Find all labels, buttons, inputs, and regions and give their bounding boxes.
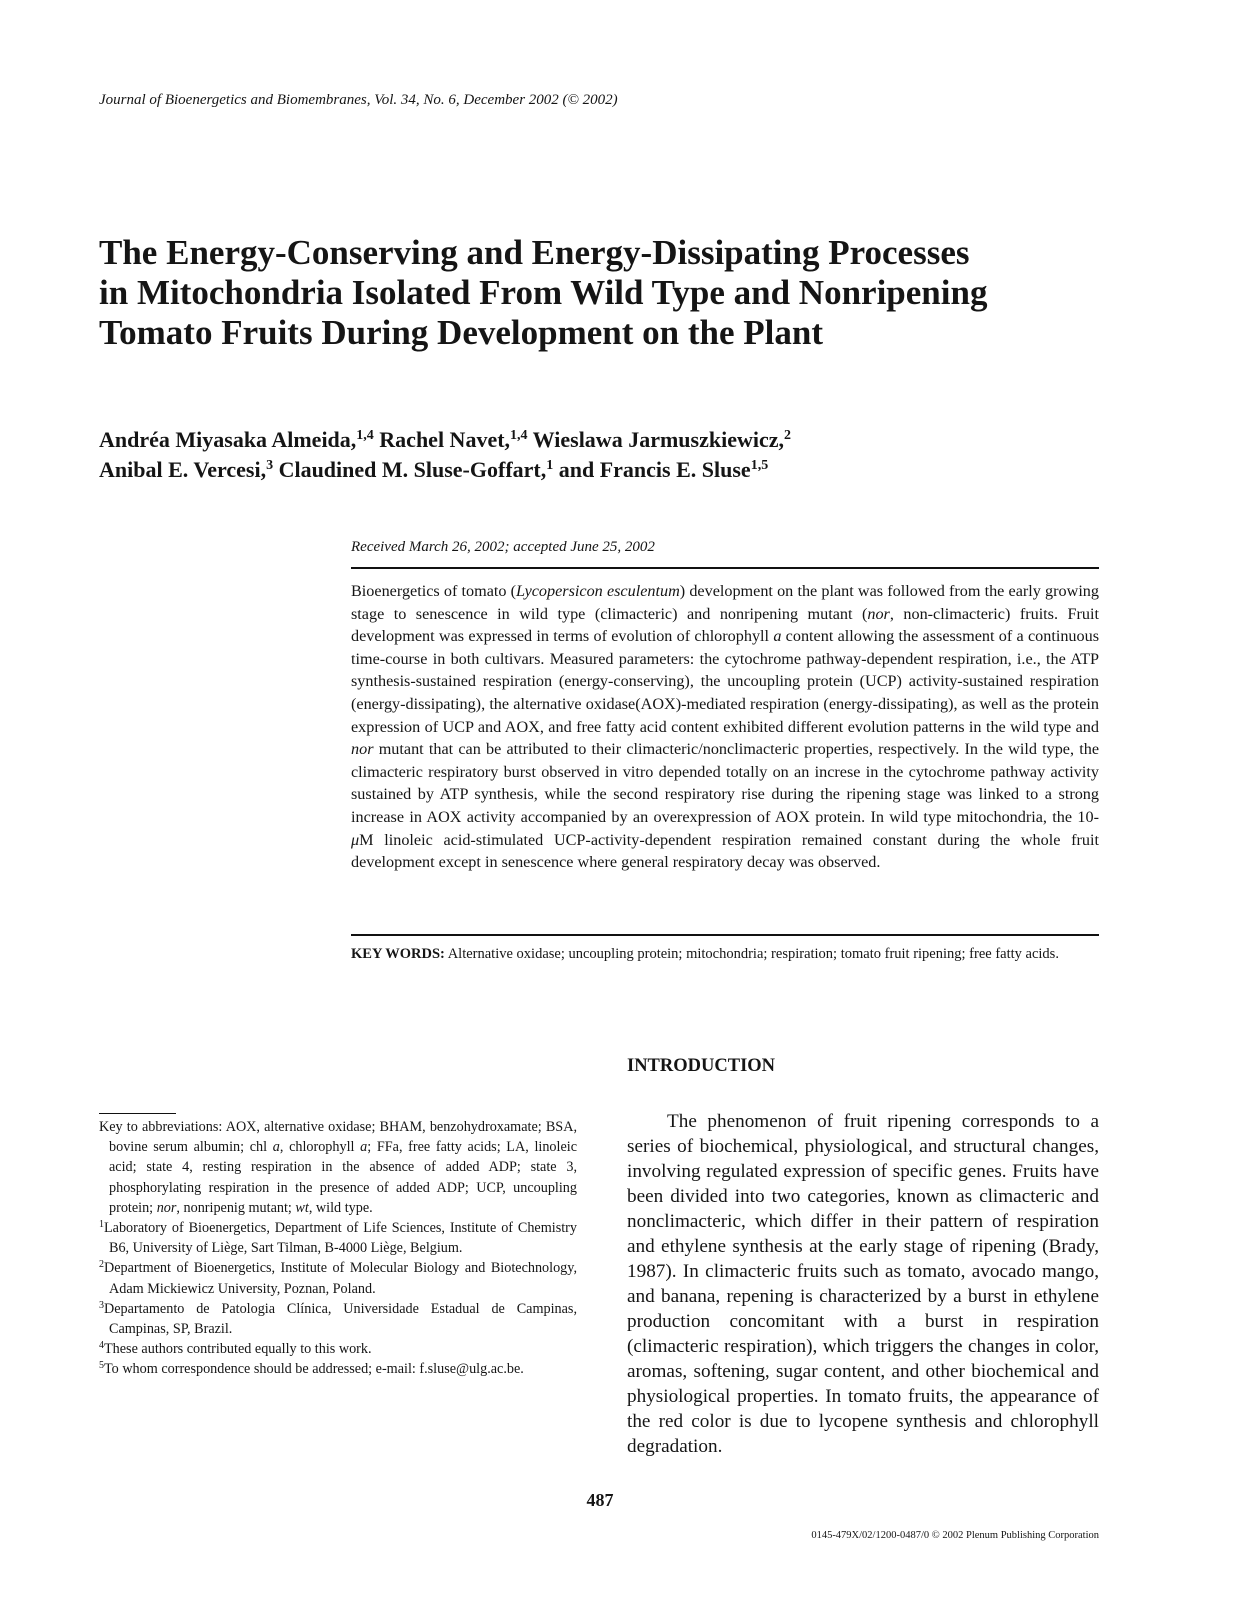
footnote-italic: wt <box>295 1199 309 1216</box>
footnote-rule <box>99 1113 176 1114</box>
footnote-correspondence <box>99 1359 577 1379</box>
affiliation-mark: 1 <box>546 458 554 473</box>
author-line <box>99 425 1099 455</box>
abstract-top-rule <box>351 567 1099 569</box>
mutant-name: nor <box>867 604 890 623</box>
footnote-mark: 2 <box>99 1259 104 1271</box>
abstract-text: Bioenergetics of tomato ( <box>351 582 517 600</box>
abstract-bottom-rule <box>351 934 1099 936</box>
author-line <box>99 455 1099 485</box>
section-heading-introduction: INTRODUCTION <box>627 1056 776 1076</box>
chlorophyll-a: a <box>773 627 782 646</box>
author-name: and Francis E. Sluse <box>553 457 751 482</box>
abstract-text: content allowing the assessment of a continuous time-course in both cultivars. Measured parameters: the cytochrome pathway-dependent respiration, i.e., the ATP synthesis-sustained respiration (energy-conserving), the uncoupling protein (UCP) activity-sustained respiration (energy-dissipating), the alternative oxidase(AOX)-mediated respiration (energy-dissipating), as well as the protein expression of UCP and AOX, and free fatty acid content exhibited different evolution patterns in the wild type and <box>351 627 1099 736</box>
footnote-affiliation <box>99 1258 577 1298</box>
footnote-mark: 4 <box>99 1340 104 1352</box>
author-list <box>99 425 1099 485</box>
author-name: Anibal E. Vercesi, <box>99 457 267 482</box>
abstract-text: M linoleic acid-stimulated UCP-activity-dependent respiration remained constant during the whole fruit development except in senescence where general respiratory decay was observed. <box>351 830 1099 872</box>
footnote-text: , nonripenig mutant; <box>176 1199 296 1216</box>
mutant-name: nor <box>351 740 374 759</box>
introduction-paragraph: The phenomenon of fruit ripening corresponds to a series of biochemical, physiological, and structural changes, involving regulated expression of specific genes. Fruits have been divided into two categories, known as climacteric and nonclimacteric, which differ in their pattern of respiration and ethylene synthesis at the early stage of ripening (Brady, 1987). In climacteric fruits such as tomato, avocado mango, and banana, repening is characterized by a burst in ethylene production concomitant with a burst in respiration (climacteric respiration), which triggers the changes in color, aromas, softening, sugar content, and other biochemical and physiological properties. In tomato fruits, the appearance of the red color is due to lycopene synthesis and chlorophyll degradation. <box>627 1111 1099 1457</box>
footnote-text: , wild type. <box>308 1199 373 1216</box>
author-name: Andréa Miyasaka Almeida, <box>99 427 357 452</box>
abstract <box>351 580 1099 874</box>
mu-symbol: μ <box>351 830 360 849</box>
keywords-label: KEY WORDS: <box>351 946 445 962</box>
footnote-abbreviations <box>99 1117 577 1218</box>
title-line: in Mitochondria Isolated From Wild Type and Nonripening <box>99 273 988 312</box>
paper-title <box>99 233 1099 353</box>
footnote-italic: nor <box>156 1199 177 1216</box>
title-line: The Energy-Conserving and Energy-Dissipating Processes <box>99 233 970 272</box>
author-name: Claudined M. Sluse-Goffart, <box>273 457 547 482</box>
abstract-text: , non-climacteric) fruits. Fruit development was expressed in terms of evolution of chlorophyll <box>351 604 1099 646</box>
author-name: Rachel Navet, <box>373 427 511 452</box>
footnote-equal-contribution <box>99 1339 577 1359</box>
affiliation-mark: 1,5 <box>750 458 769 473</box>
footnote-text: , chlorophyll <box>279 1139 361 1156</box>
footnote-mark: 3 <box>99 1299 104 1311</box>
species-name: Lycopersicon esculentum <box>516 582 680 600</box>
affiliation-mark: 2 <box>783 428 791 443</box>
footnote-affiliation <box>99 1299 577 1339</box>
footnote-mark: 1 <box>99 1219 104 1231</box>
abstract-text: mutant that can be attributed to their climacteric/nonclimacteric properties, respectively. In the wild type, the climacteric respiratory burst observed in vitro depended totally on an increse in the cytochrome pathway activity sustained by ATP synthesis, while the second respiratory rise during the ripening stage was linked to a strong increase in AOX activity accompanied by an overexpression of AOX protein. In wild type mitochondria, the 10- <box>351 740 1099 826</box>
footnote-text: Key to abbreviations: AOX, alternative oxidase; BHAM, benzohydroxamate; BSA, bovine serum albumin; chl <box>99 1119 577 1156</box>
footnote-mark: 5 <box>99 1360 104 1372</box>
footnote-text: To whom correspondence should be addressed; e-mail: f.sluse@ulg.ac.be. <box>104 1361 524 1378</box>
footnote-text: ; FFa, free fatty acids; LA, linoleic acid; state 4, resting respiration in the absence of added ADP; state 3, phosphorylating respiration in the presence of added ADP; UCP, uncoupling protein; <box>109 1139 577 1216</box>
copyright-line: 0145-479X/02/1200-0487/0 © 2002 Plenum Publishing Corporation <box>811 1530 1099 1541</box>
footnote-affiliation <box>99 1218 577 1258</box>
footnote-italic: a <box>272 1139 280 1156</box>
keywords <box>351 944 1099 964</box>
author-name: Wieslawa Jarmuszkiewicz, <box>527 427 784 452</box>
keywords-text: Alternative oxidase; uncoupling protein; mitochondria; respiration; tomato fruit ripening; free fatty acids. <box>444 946 1059 962</box>
footnote-text: Departamento de Patologia Clínica, Universidade Estadual de Campinas, Campinas, SP, Brazil. <box>104 1300 577 1338</box>
footnote-text: Laboratory of Bioenergetics, Department of Life Sciences, Institute of Chemistry B6, University of Liège, Sart Tilman, B-4000 Liège, Belgium. <box>104 1220 577 1257</box>
footnotes <box>99 1117 577 1380</box>
affiliation-mark: 3 <box>266 458 274 473</box>
affiliation-mark: 1,4 <box>356 428 374 443</box>
page-number: 487 <box>586 1490 614 1510</box>
journal-citation: Journal of Bioenergetics and Biomembranes, Vol. 34, No. 6, December 2002 (© 2002) <box>99 92 618 108</box>
footnote-text: Department of Bioenergetics, Institute of Molecular Biology and Biotechnology, Adam Mickiewicz University, Poznan, Poland. <box>104 1260 577 1297</box>
affiliation-mark: 1,4 <box>510 428 528 443</box>
footnote-text: These authors contributed equally to this work. <box>104 1341 372 1358</box>
received-dates: Received March 26, 2002; accepted June 25, 2002 <box>351 539 655 555</box>
abstract-text: ) development on the plant was followed from the early growing stage to senescence in wild type (climacteric) and nonripening mutant ( <box>351 582 1099 623</box>
footnote-italic: a <box>360 1139 368 1156</box>
title-line: Tomato Fruits During Development on the Plant <box>99 313 823 352</box>
